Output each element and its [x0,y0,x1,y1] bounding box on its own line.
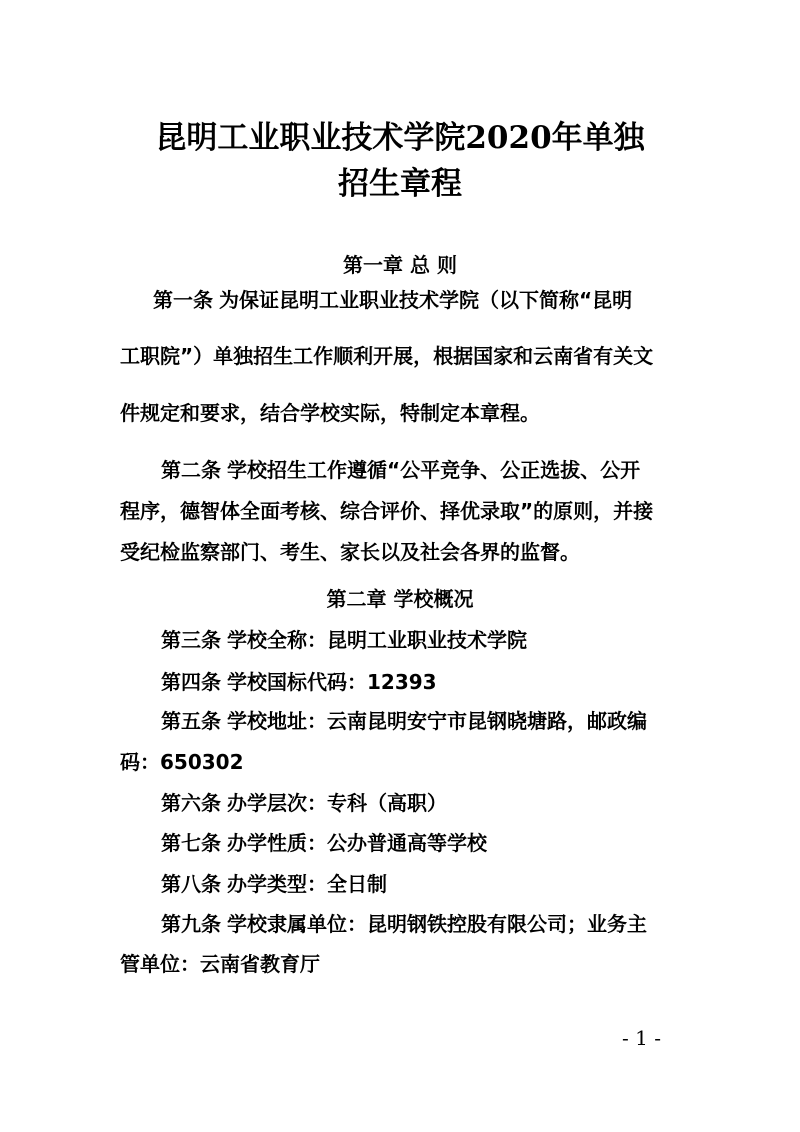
chapter-2-heading: 第二章 学校概况 [326,587,474,611]
article-7-text: 办学性质：公办普通高等学校 [227,831,487,855]
article-2-line-3: 受纪检监察部门、考生、家长以及社会各界的监督。 [120,540,580,564]
article-9-text-1: 学校隶属单位：昆明钢铁控股有限公司；业务主 [227,912,647,936]
article-6-text: 办学层次：专科（高职） [227,791,447,815]
article-5-text-1: 学校地址：云南昆明安宁市昆钢晓塘路，邮政编 [227,709,647,733]
article-7 [161,829,487,857]
article-8-label: 第八条 [161,872,221,896]
article-5-line-1 [161,707,647,735]
article-5-label: 第五条 [161,709,221,733]
article-4 [161,668,437,696]
article-9-label: 第九条 [161,912,221,936]
article-2-line-1 [161,456,640,484]
article-2-label: 第二条 [161,458,221,482]
article-5-line-2: 码：650302 [120,750,244,774]
article-6 [161,789,447,817]
article-1-text-1: 为保证昆明工业职业技术学院（以下简称“昆明 [219,288,633,312]
article-3 [161,626,527,654]
page-number: - 1 - [622,1026,661,1050]
article-4-label: 第四条 [161,670,221,694]
document-title-line-2: 招生章程 [338,166,462,202]
article-1-line-1 [153,286,632,314]
article-9-line-1 [161,910,647,938]
article-1-line-3: 件规定和要求，结合学校实际，特制定本章程。 [120,401,540,425]
article-1-label: 第一条 [153,288,213,312]
article-6-label: 第六条 [161,791,221,815]
article-9-line-2: 管单位：云南省教育厅 [120,952,320,976]
article-3-label: 第三条 [161,628,221,652]
chapter-1-heading: 第一章 总 则 [343,253,457,277]
article-4-text: 学校国标代码：12393 [227,670,437,694]
article-7-label: 第七条 [161,831,221,855]
article-2-text-1: 学校招生工作遵循“公平竞争、公正选拔、公开 [227,458,641,482]
document-title-line-1: 昆明工业职业技术学院2020年单独 [155,120,645,156]
article-1-line-2: 工职院”）单独招生工作顺利开展，根据国家和云南省有关文 [120,344,654,368]
article-3-text: 学校全称：昆明工业职业技术学院 [227,628,527,652]
article-8 [161,870,387,898]
article-8-text: 办学类型：全日制 [227,872,387,896]
article-2-line-2: 程序，德智体全面考核、综合评价、择优录取”的原则，并接 [120,499,654,523]
